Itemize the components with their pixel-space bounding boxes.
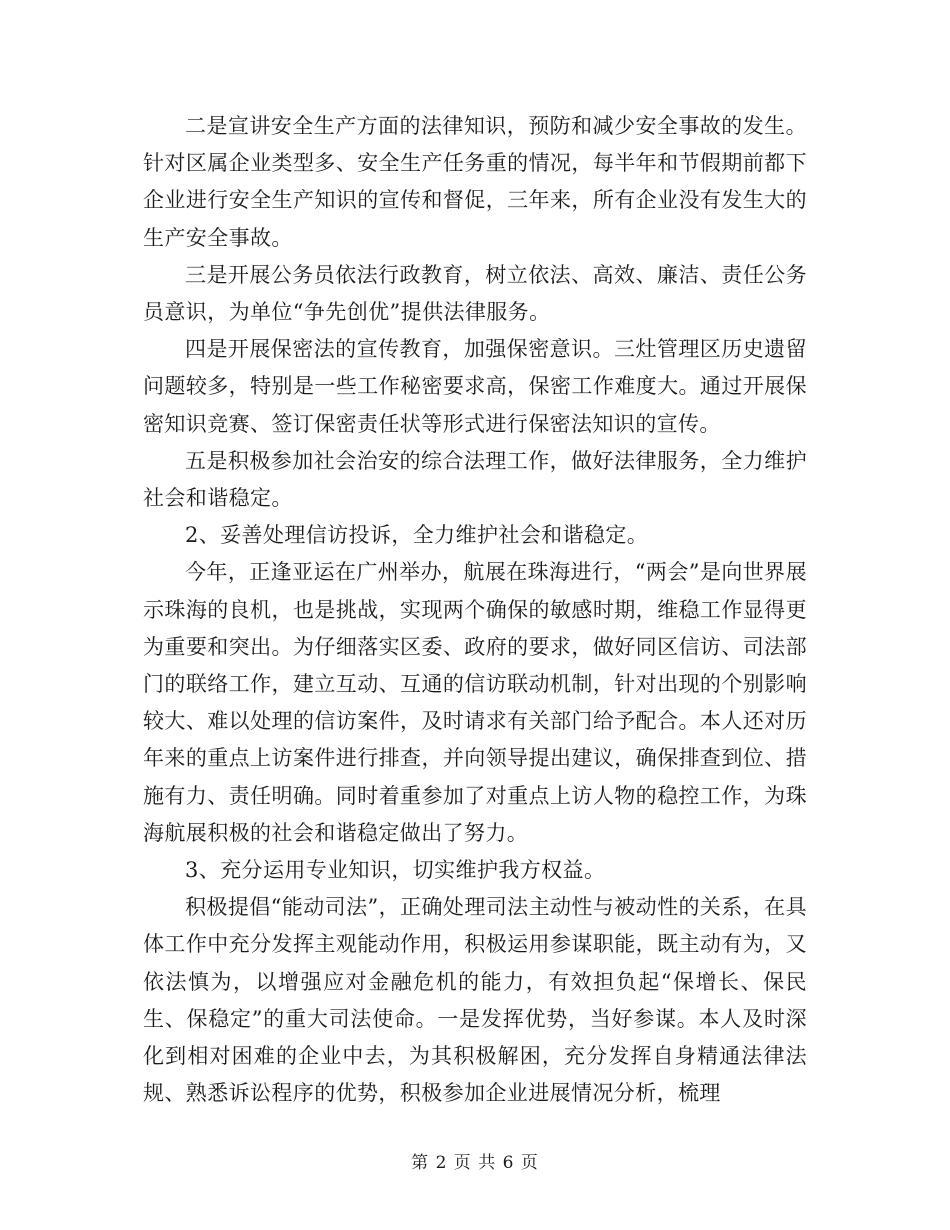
paragraph: 积极提倡“能动司法”，正确处理司法主动性与被动性的关系，在具体工作中充分发挥主观能动作用，积极运用参谋职能，既主动有为，又依法慎为，以增强应对金融危机的能力，有效担负起“保增长、保民生、保稳定”的重大司法使命。一是发挥优势，当好参谋。本人及时深化到相对困难的企业中去，为其积极解困，充分发挥自身精通法律法规、熟悉诉讼程序的优势，积极参加企业进展情况分析，梳理 [143, 895, 807, 1106]
section-heading: 2、妥善处理信访投诉，全力维护社会和谐稳定。 [185, 523, 649, 548]
paragraph: 今年，正逢亚运在广州举办，航展在珠海进行，“两会”是向世界展示珠海的良机，也是挑战，实现两个确保的敏感时期，维稳工作显得更为重要和突出。为仔细落实区委、政府的要求，做好同区信访、司法部门的联络工作，建立互动、互通的信访联动机制，针对出现的个别影响较大、难以处理的信访案件，及时请求有关部门给予配合。本人还对历年来的重点上访案件进行排查，并向领导提出建议，确保排查到位、措施有力、责任明确。同时着重参加了对重点上访人物的稳控工作，为珠海航展积极的社会和谐稳定做出了努力。 [143, 560, 807, 845]
paragraph: 五是积极参加社会治安的综合法理工作，做好法律服务，全力维护社会和谐稳定。 [143, 448, 807, 511]
page-number-footer: 第 2 页 共 6 页 [411, 1153, 539, 1173]
document-body [143, 108, 807, 1112]
paragraph: 四是开展保密法的宣传教育，加强保密意识。三灶管理区历史遗留问题较多，特别是一些工作秘密要求高，保密工作难度大。通过开展保密知识竞赛、签订保密责任状等形式进行保密法知识的宣传。 [143, 337, 807, 436]
section-heading: 3、充分运用专业知识，切实维护我方权益。 [185, 858, 606, 883]
paragraph: 二是宣讲安全生产方面的法律知识，预防和减少安全事故的发生。针对区属企业类型多、安全生产任务重的情况，每半年和节假期前都下企业进行安全生产知识的宣传和督促，三年来，所有企业没有发生大的生产安全事故。 [143, 114, 807, 250]
paragraph: 三是开展公务员依法行政教育，树立依法、高效、廉洁、责任公务员意识，为单位“争先创优”提供法律服务。 [143, 262, 807, 325]
